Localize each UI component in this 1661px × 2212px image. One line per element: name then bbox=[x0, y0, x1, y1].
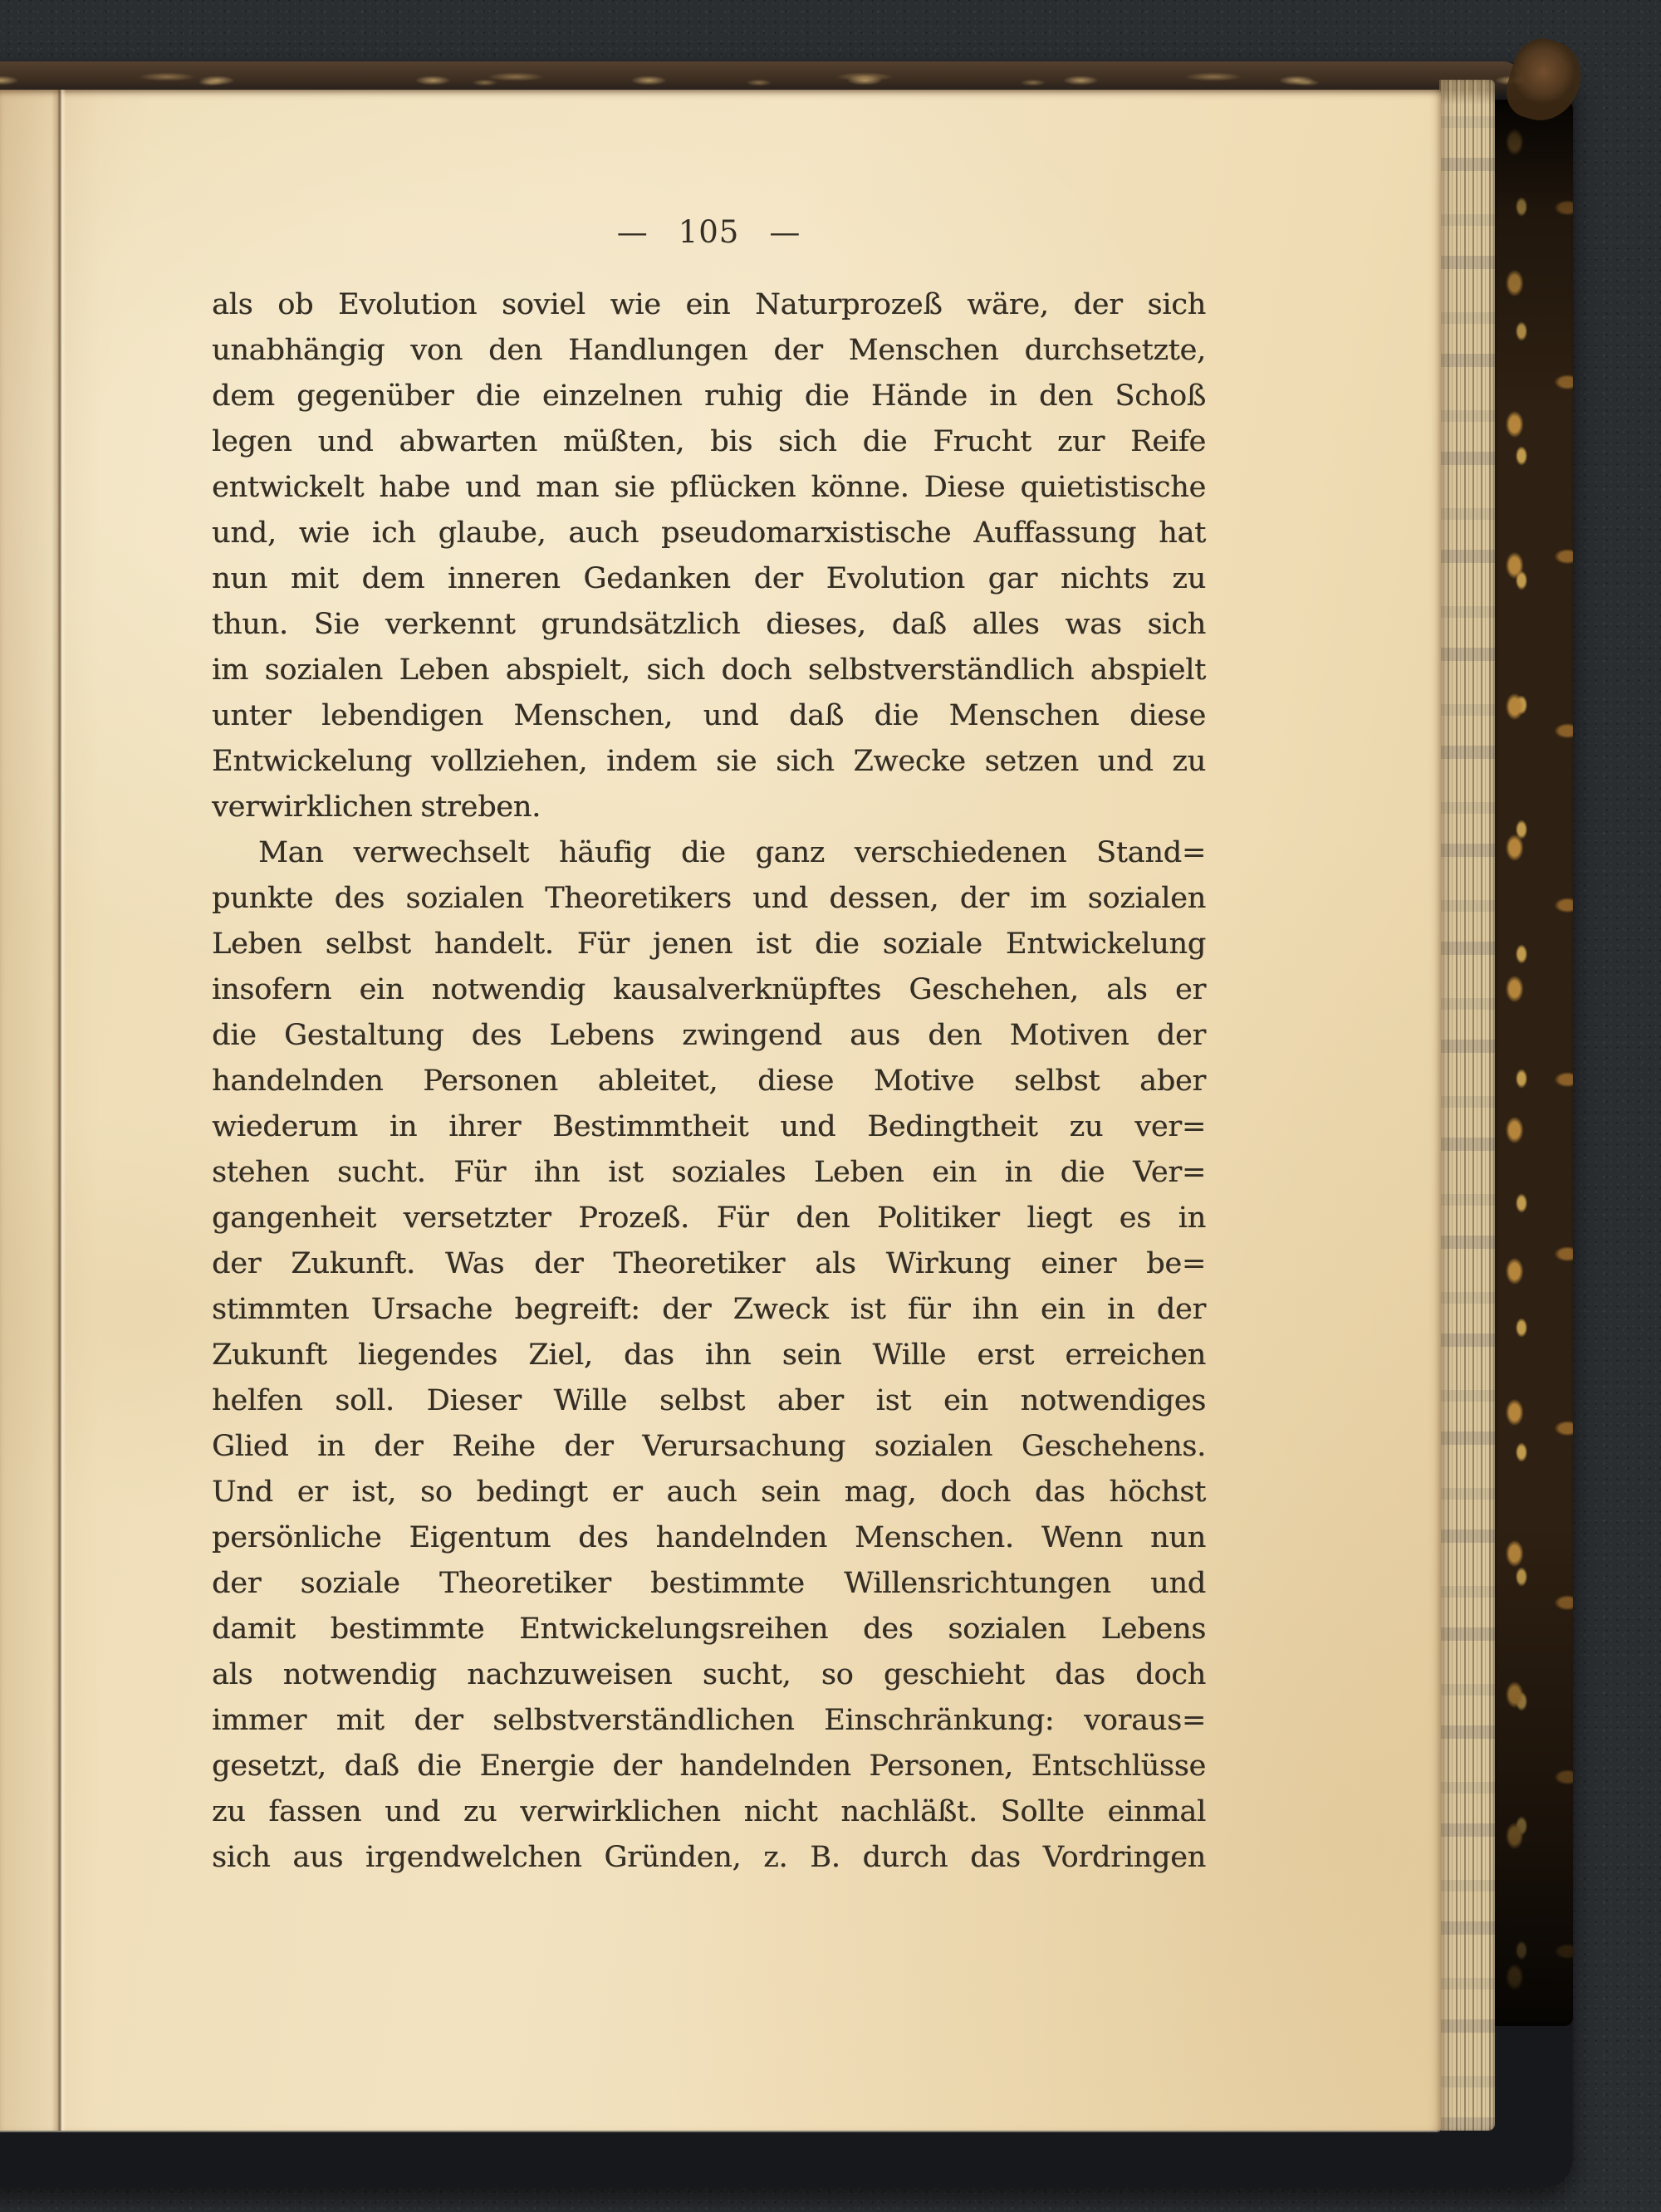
text-line: nun mit dem inneren Gedanken der Evolution gar nichts zu bbox=[212, 562, 1206, 595]
text-line: helfen soll. Dieser Wille selbst aber ist ein notwendiges bbox=[212, 1384, 1206, 1417]
text-line: der Zukunft. Was der Theoretiker als Wirkung einer be= bbox=[212, 1247, 1206, 1280]
text-line: stimmten Ursache begreift: der Zweck ist für ihn ein in der bbox=[212, 1293, 1206, 1326]
marbled-leather-edge bbox=[1493, 100, 1573, 2026]
page-number-dash-right: — bbox=[769, 214, 801, 250]
text-line: dem gegenüber die einzelnen ruhig die Hände in den Schoß bbox=[212, 379, 1206, 413]
text-line: die Gestaltung des Lebens zwingend aus den Motiven der bbox=[212, 1019, 1206, 1052]
page-fore-edge bbox=[1439, 80, 1495, 2131]
text-line: Man verwechselt häufig die ganz verschiedenen Stand= bbox=[258, 836, 1206, 869]
text-line: Und er ist, so bedingt er auch sein mag, doch das höchst bbox=[212, 1475, 1206, 1509]
text-line: insofern ein notwendig kausalverknüpftes Geschehen, als er bbox=[212, 973, 1206, 1006]
text-line: im sozialen Leben abspielt, sich doch selbstverständlich abspielt bbox=[212, 653, 1206, 687]
page-crease bbox=[51, 90, 68, 2131]
page-number bbox=[212, 214, 1206, 251]
text-line: legen und abwarten müßten, bis sich die Frucht zur Reife bbox=[212, 425, 1206, 458]
text-line: punkte des sozialen Theoretikers und dessen, der im sozialen bbox=[212, 882, 1206, 915]
text-line: damit bestimmte Entwickelungsreihen des sozialen Lebens bbox=[212, 1613, 1206, 1646]
page-number-value: 105 bbox=[678, 214, 740, 250]
text-line: als notwendig nachzuweisen sucht, so geschieht das doch bbox=[212, 1658, 1206, 1691]
text-line: Zukunft liegendes Ziel, das ihn sein Wille erst erreichen bbox=[212, 1338, 1206, 1372]
text-line: als ob Evolution soviel wie ein Naturprozeß wäre, der sich bbox=[212, 288, 1206, 321]
text-line: immer mit der selbstverständlichen Einschränkung: voraus= bbox=[212, 1704, 1206, 1737]
page-number-dash-left: — bbox=[616, 214, 649, 250]
text-block bbox=[212, 282, 1206, 1881]
text-line: verwirklichen streben. bbox=[212, 790, 541, 824]
text-line: stehen sucht. Für ihn ist soziales Leben ein in die Ver= bbox=[212, 1156, 1206, 1189]
text-line: Glied in der Reihe der Verursachung sozialen Geschehens. bbox=[212, 1430, 1206, 1463]
text-line: gangenheit versetzter Prozeß. Für den Politiker liegt es in bbox=[212, 1201, 1206, 1235]
text-line: gesetzt, daß die Energie der handelnden Personen, Entschlüsse bbox=[212, 1750, 1206, 1783]
text-line: handelnden Personen ableitet, diese Motive selbst aber bbox=[212, 1064, 1206, 1098]
text-line: unabhängig von den Handlungen der Menschen durchsetzte, bbox=[212, 334, 1206, 367]
text-line: thun. Sie verkennt grundsätzlich dieses, daß alles was sich bbox=[212, 608, 1206, 641]
text-line: persönliche Eigentum des handelnden Menschen. Wenn nun bbox=[212, 1521, 1206, 1554]
text-line: sich aus irgendwelchen Gründen, z. B. durch das Vordringen bbox=[212, 1841, 1206, 1874]
text-line: und, wie ich glaube, auch pseudomarxistische Auffassung hat bbox=[212, 516, 1206, 550]
text-line: unter lebendigen Menschen, und daß die Menschen diese bbox=[212, 699, 1206, 732]
text-line: der soziale Theoretiker bestimmte Willensrichtungen und bbox=[212, 1567, 1206, 1600]
text-line: Leben selbst handelt. Für jenen ist die soziale Entwickelung bbox=[212, 927, 1206, 961]
text-line: zu fassen und zu verwirklichen nicht nachläßt. Sollte einmal bbox=[212, 1795, 1206, 1828]
text-line: Entwickelung vollziehen, indem sie sich Zwecke setzen und zu bbox=[212, 745, 1206, 778]
book-page bbox=[0, 90, 1441, 2131]
text-line: entwickelt habe und man sie pflücken könne. Diese quietistische bbox=[212, 471, 1206, 504]
gutter-shadow bbox=[0, 90, 100, 2131]
text-line: wiederum in ihrer Bestimmtheit und Bedingtheit zu ver= bbox=[212, 1110, 1206, 1143]
